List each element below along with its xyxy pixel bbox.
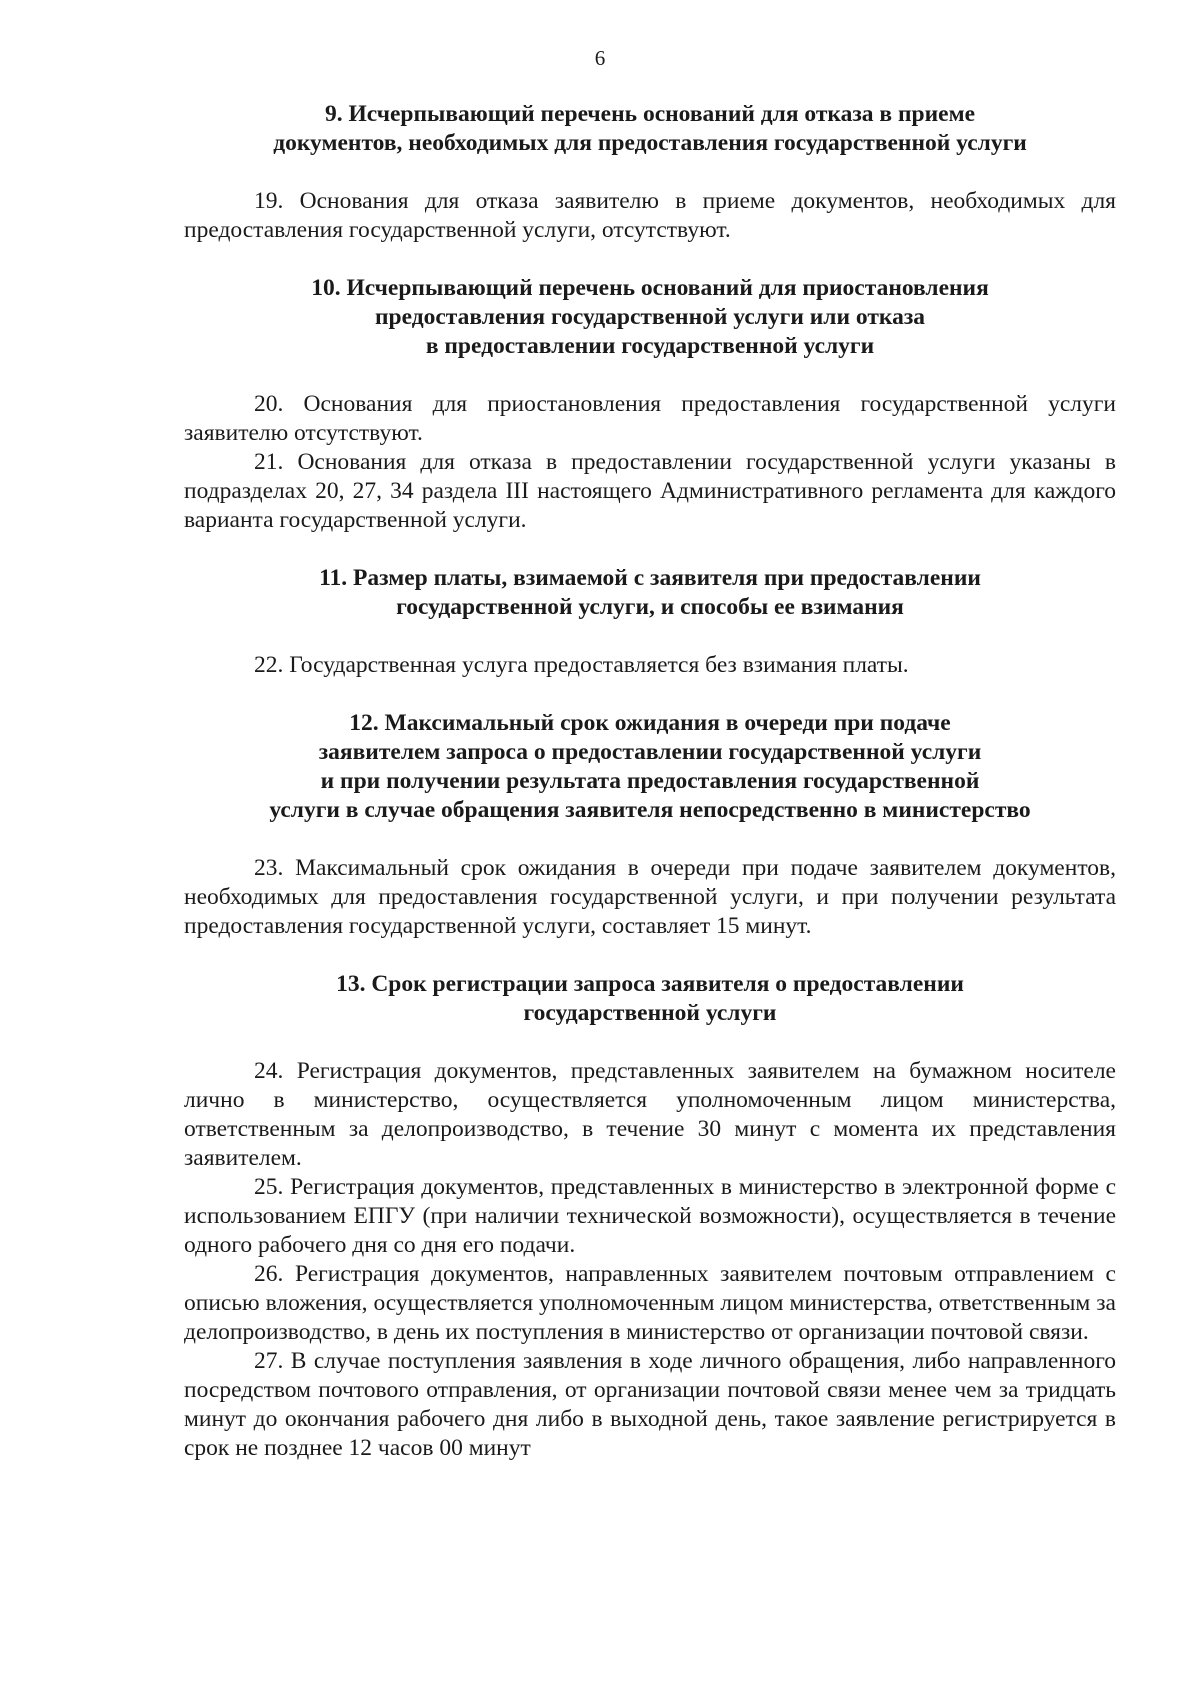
heading-line: 12. Максимальный срок ожидания в очереди при подаче: [349, 710, 951, 736]
heading-line: заявителем запроса о предоставлении государственной услуги: [318, 739, 982, 765]
paragraph-26: 26. Регистрация документов, направленных заявителем почтовым отправлением с описью вложения, осуществляется уполномоченным лицом министерства, ответственным за делопроизводство, в день их поступления в министерство от организации почтовой связи.: [184, 1261, 1116, 1345]
paragraph-23: 23. Максимальный срок ожидания в очереди при подаче заявителем документов, необходимых для предоставления государственной услуги, и при получении результата предоставления государственной услуги, составляет 15 минут.: [184, 855, 1116, 939]
heading-line: 10. Исчерпывающий перечень оснований для приостановления: [311, 275, 989, 301]
heading-line: 9. Исчерпывающий перечень оснований для отказа в приеме: [324, 101, 976, 127]
section-11: [184, 564, 1116, 680]
paragraph-19: 19. Основания для отказа заявителю в приеме документов, необходимых для предоставления государственной услуги, отсутствуют.: [184, 188, 1116, 243]
paragraph-27: 27. В случае поступления заявления в ходе личного обращения, либо направленного посредством почтового отправления, от организации почтовой связи менее чем за тридцать минут до окончания рабочего дня либо в выходной день, такое заявление регистрируется в срок не позднее 12 часов 00 минут: [184, 1348, 1116, 1461]
section-12: [184, 709, 1116, 941]
paragraph-21: 21. Основания для отказа в предоставлении государственной услуги указаны в подразделах 20, 27, 34 раздела III настоящего Административного регламента для каждого варианта государственной услуги.: [184, 449, 1116, 533]
heading-line: 11. Размер платы, взимаемой с заявителя при предоставлении: [319, 565, 981, 591]
heading-line: государственной услуги: [523, 1000, 777, 1026]
heading-line: государственной услуги, и способы ее взимания: [396, 594, 904, 620]
heading-line: предоставления государственной услуги или отказа: [374, 304, 926, 330]
document-body: [184, 100, 1116, 1463]
section-heading: [184, 274, 1116, 361]
section-heading: [184, 564, 1116, 622]
section-heading: [184, 709, 1116, 825]
paragraph-22: 22. Государственная услуга предоставляется без взимания платы.: [254, 652, 909, 678]
paragraph-24: 24. Регистрация документов, представленных заявителем на бумажном носителе лично в министерство, осуществляется уполномоченным лицом министерства, ответственным за делопроизводство, в течение 30 минут с момента их представления заявителем.: [184, 1058, 1116, 1171]
heading-line: в предоставлении государственной услуги: [425, 333, 875, 359]
section-10: [184, 274, 1116, 535]
section-heading: [184, 100, 1116, 158]
page-number: 6: [594, 46, 606, 70]
section-13: [184, 970, 1116, 1463]
heading-line: 13. Срок регистрации запроса заявителя о предоставлении: [336, 971, 964, 997]
heading-line: документов, необходимых для предоставления государственной услуги: [273, 130, 1027, 156]
paragraph-25: 25. Регистрация документов, представленных в министерство в электронной форме с использованием ЕПГУ (при наличии технической возможности), осуществляется в течение одного рабочего дня со дня его подачи.: [184, 1174, 1116, 1258]
paragraph-20: 20. Основания для приостановления предоставления государственной услуги заявителю отсутствуют.: [184, 391, 1116, 446]
section-heading: [184, 970, 1116, 1028]
heading-line: и при получении результата предоставления государственной: [320, 768, 980, 794]
section-9: [184, 100, 1116, 245]
heading-line: услуги в случае обращения заявителя непосредственно в министерство: [269, 797, 1031, 823]
